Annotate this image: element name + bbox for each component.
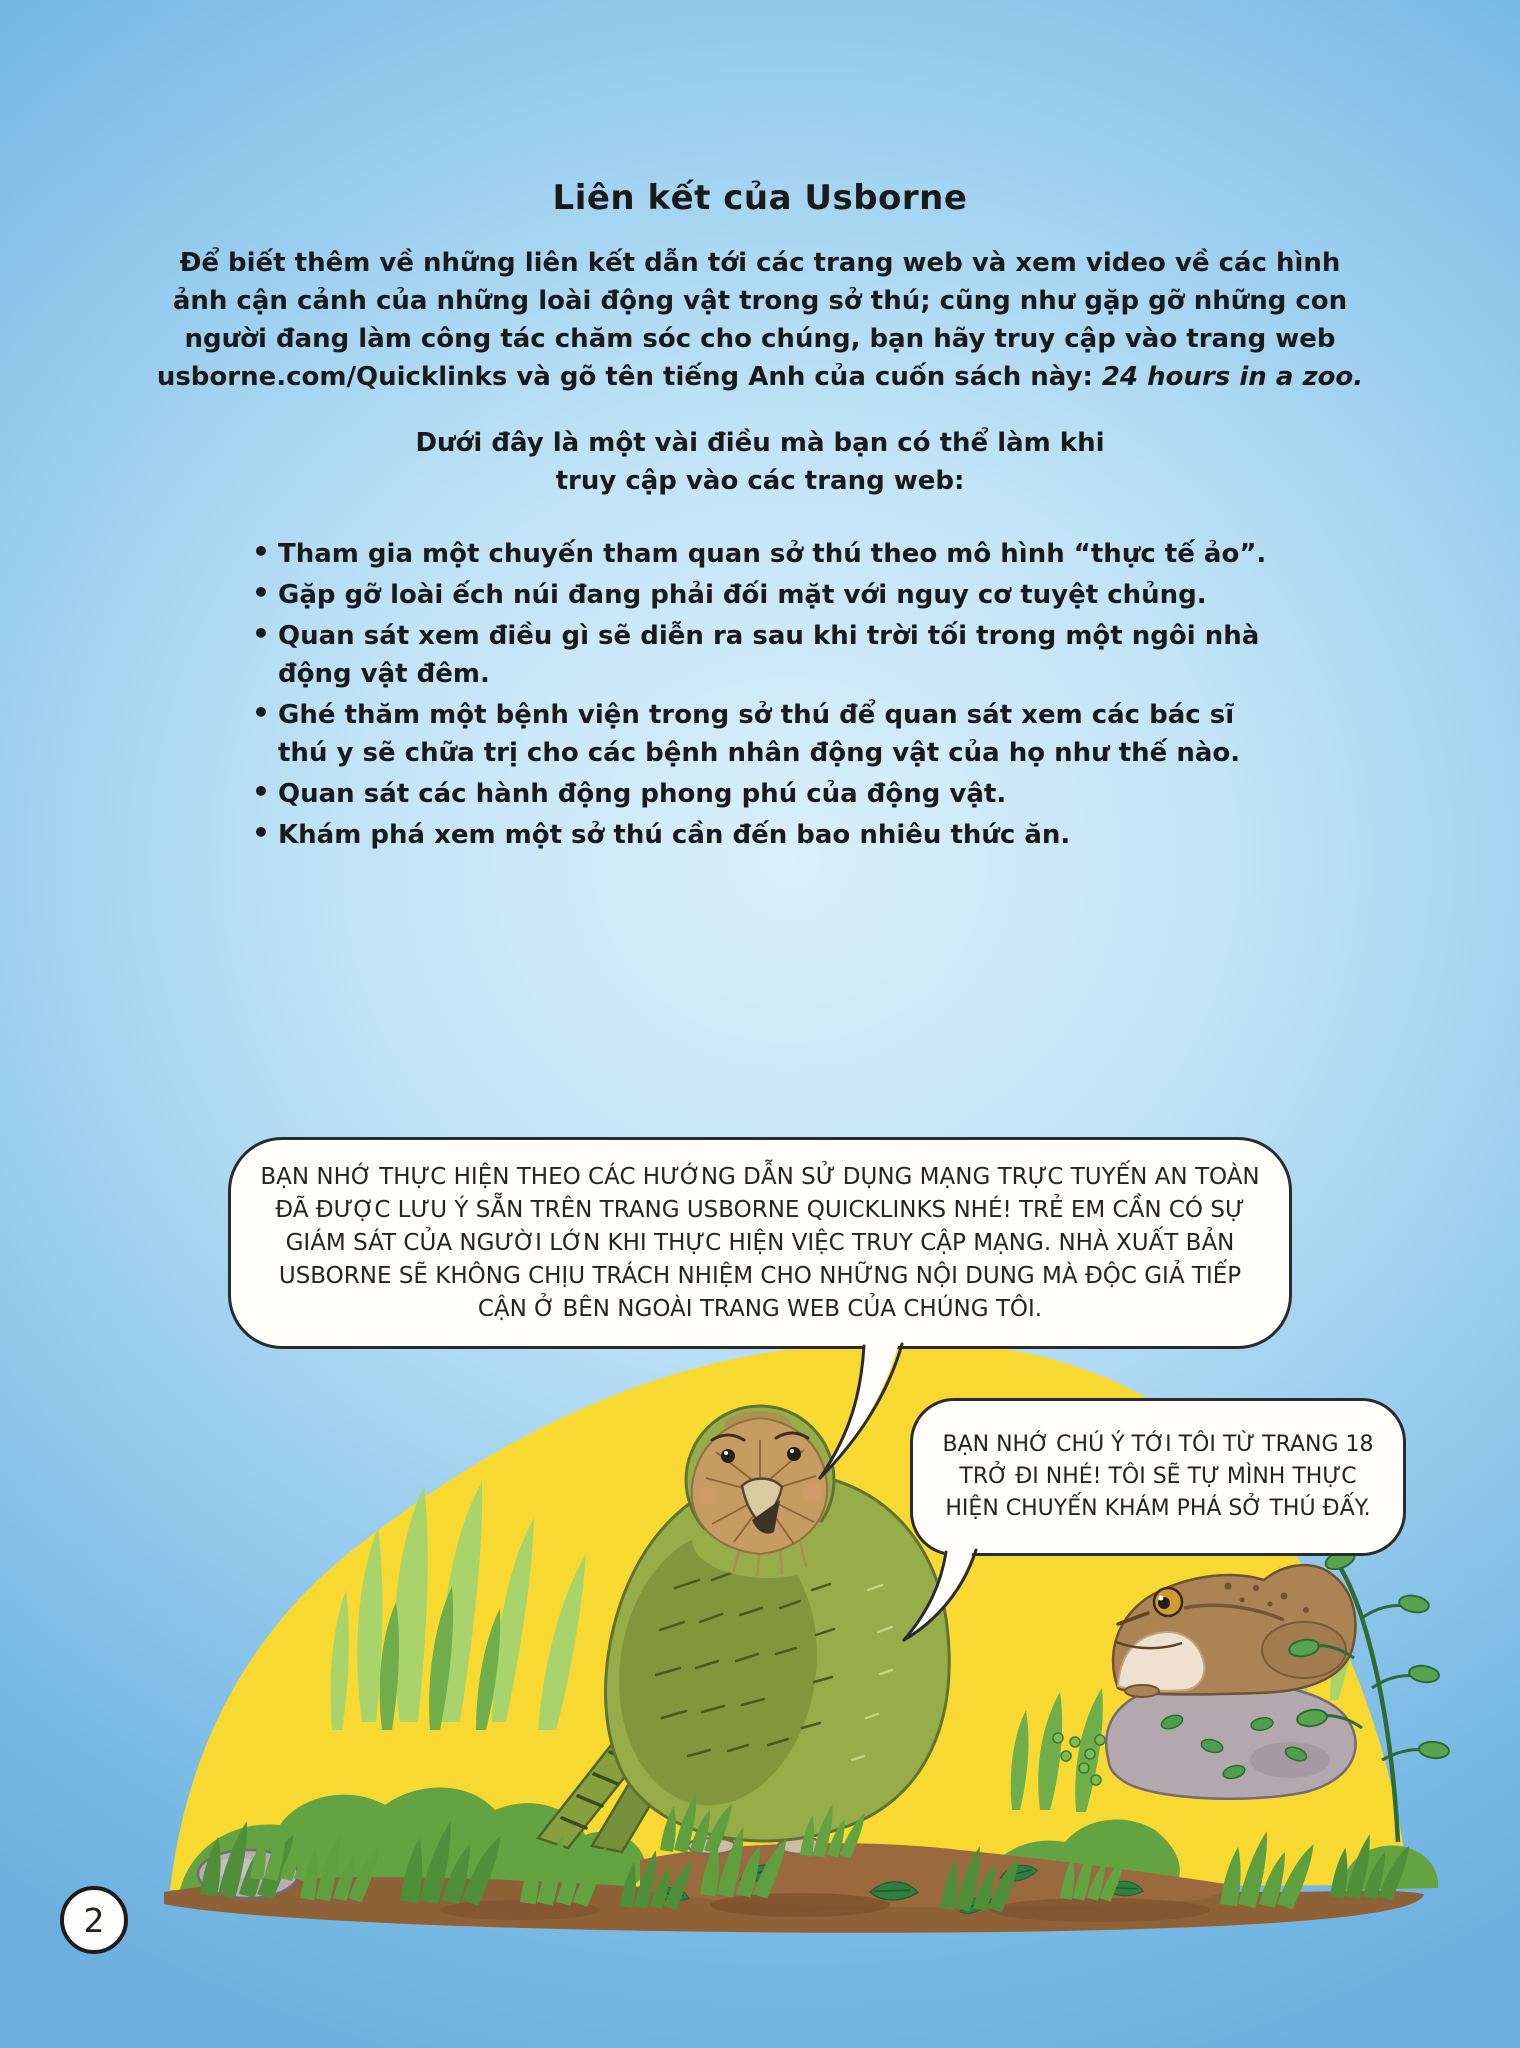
bullet-text: Khám phá xem một sở thú cần đến bao nhiêu thức ăn. (278, 820, 1071, 850)
habitat-illustration (100, 1290, 1460, 1970)
bullet-text: Quan sát xem điều gì sẽ diễn ra sau khi trời tối trong một ngôi nhà động vật đêm. (278, 621, 1260, 689)
bullet-item (252, 617, 1267, 693)
bullet-item (252, 775, 1267, 813)
bullet-dot: • (252, 696, 270, 729)
page-number-badge (60, 1886, 128, 1954)
frog-speech-bubble (910, 1398, 1406, 1556)
bullet-item (252, 535, 1267, 573)
bullet-dot: • (252, 816, 270, 849)
bullet-dot: • (252, 617, 270, 650)
bullet-text: Ghé thăm một bệnh viện trong sở thú để quan sát xem các bác sĩ thú y sẽ chữa trị cho các bệnh nhân động vật của họ như thế nào. (278, 700, 1241, 768)
book-title-italic: 24 hours in a zoo. (1101, 362, 1364, 392)
frog-bubble-tail (900, 1540, 1000, 1645)
safety-warning-text: BẠN NHỚ THỰC HIỆN THEO CÁC HƯỚNG DẪN SỬ DỤNG MẠNG TRỰC TUYẾN AN TOÀN ĐÃ ĐƯỢC LƯU Ý SẴN TRÊN TRANG USBORNE QUICKLINKS NHÉ! TRẺ EM CẦN CÓ SỰ GIÁM SÁT CỦA NGƯỜI LỚN KHI THỰC HIỆN VIỆC TRUY CẬP MẠNG. NHÀ XUẤT BẢN USBORNE SẼ KHÔNG CHỊU TRÁCH NHIỆM CHO NHỮNG NỘI DUNG MÀ ĐỘC GIẢ TIẾP CẬN Ở BÊN NGOÀI TRANG WEB CỦA CHÚNG TÔI. (260, 1163, 1260, 1322)
bullet-list (252, 535, 1267, 857)
page-number: 2 (83, 1900, 105, 1940)
subheading-line2: truy cập vào các trang web: (555, 466, 965, 496)
bullet-text: Tham gia một chuyến tham quan sở thú theo mô hình “thực tế ảo”. (278, 539, 1267, 569)
bullet-item (252, 816, 1267, 854)
bullet-item (252, 576, 1267, 614)
bullet-dot: • (252, 535, 270, 568)
bullet-text: Quan sát các hành động phong phú của động vật. (278, 779, 1007, 809)
bullet-dot: • (252, 775, 270, 808)
intro-text: Để biết thêm về những liên kết dẫn tới các trang web và xem video về các hình ảnh cận cảnh của những loài động vật trong sở thú; cũng như gặp gỡ những con người đang làm công tác chăm sóc cho chúng, bạn hãy truy cập vào trang web usborne.com/Quicklinks và gõ tên tiếng Anh của cuốn sách này: (156, 248, 1348, 392)
warning-bubble-tail (812, 1332, 932, 1482)
bullet-dot: • (252, 576, 270, 609)
safety-warning-bubble (228, 1137, 1292, 1349)
subheading-line1: Dưới đây là một vài điều mà bạn có thể làm khi (415, 428, 1105, 458)
bullet-text: Gặp gỡ loài ếch núi đang phải đối mặt với nguy cơ tuyệt chủng. (278, 580, 1207, 610)
bullet-item (252, 696, 1267, 772)
frog-speech-text: BẠN NHỚ CHÚ Ý TỚI TÔI TỪ TRANG 18 TRỞ ĐI NHÉ! TÔI SẼ TỰ MÌNH THỰC HIỆN CHUYẾN KHÁM PHÁ SỞ THÚ ĐẤY. (942, 1432, 1374, 1521)
page-title: Liên kết của Usborne (552, 178, 968, 218)
intro-paragraph (150, 244, 1370, 396)
subheading (150, 424, 1370, 500)
frog-rock (1106, 1681, 1355, 1798)
